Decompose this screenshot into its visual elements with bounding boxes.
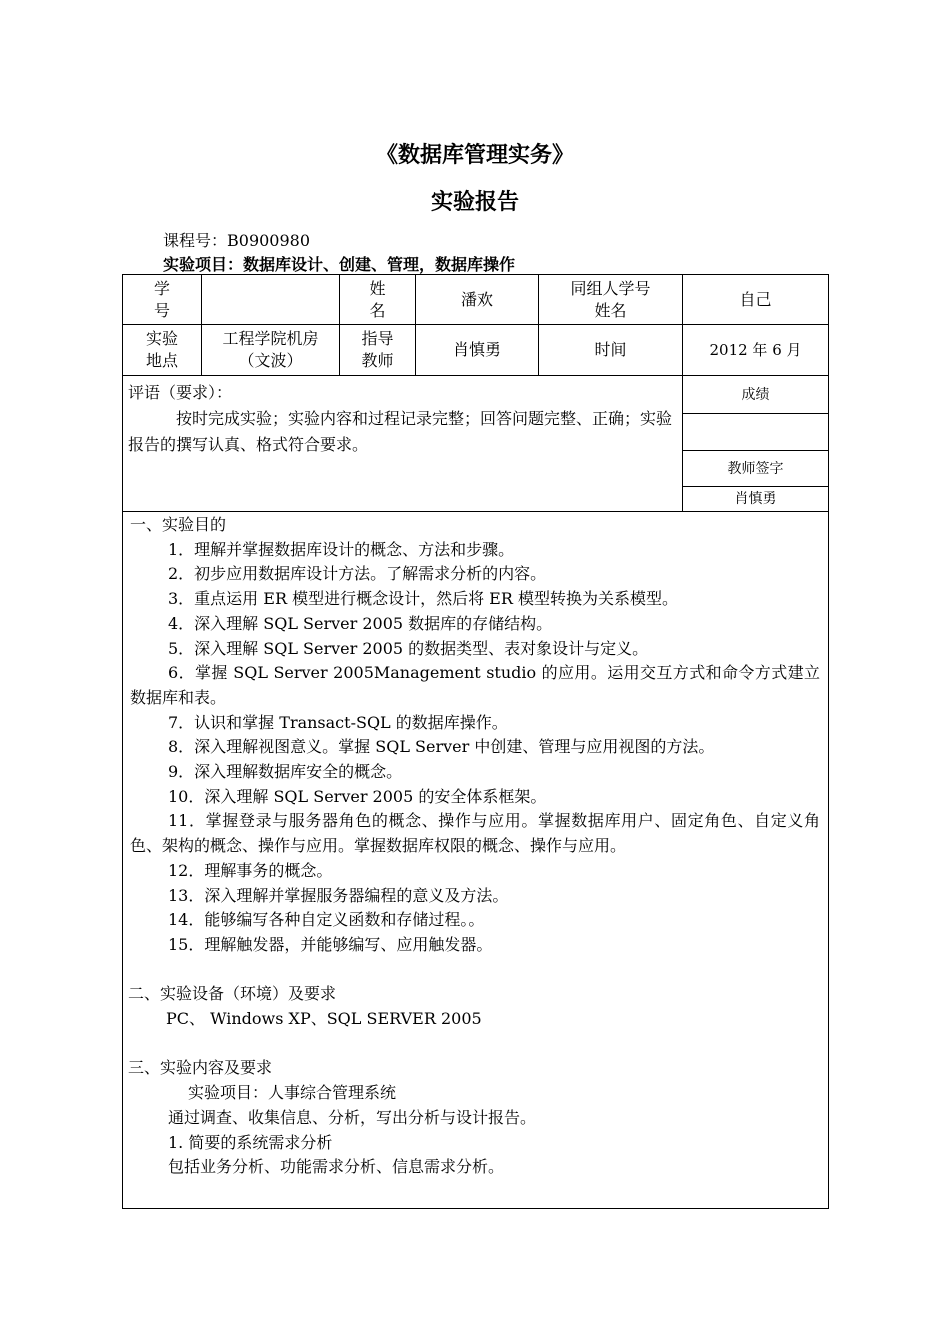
section-3-line: 通过调查、收集信息、分析，写出分析与设计报告。: [168, 1107, 537, 1127]
student-id-value: [201, 274, 340, 325]
section-3-title: 三、实验内容及要求: [128, 1058, 273, 1078]
content-body: [130, 513, 820, 1180]
time-value: 2012 年 6 月: [682, 324, 829, 376]
list-item: 11．掌握登录与服务器角色的概念、操作与应用。掌握数据库用户、固定角色、自定义角色、架构的概念、操作与应用。掌握数据库权限的概念、操作与应用。: [130, 811, 820, 856]
list-item: 15．理解触发器，并能够编写、应用触发器。: [168, 934, 493, 954]
list-item: 6．掌握 SQL Server 2005Management studio 的应用。运用交互方式和命令方式建立数据库和表。: [130, 663, 820, 707]
comment-label: 评语（要求）：: [128, 383, 233, 402]
list-item: 7．认识和掌握 Transact-SQL 的数据库操作。: [168, 712, 508, 732]
section-3-line: 1. 简要的系统需求分析: [168, 1132, 333, 1152]
section-3-line: 包括业务分析、功能需求分析、信息需求分析。: [168, 1157, 505, 1177]
name-value: 潘欢: [415, 274, 539, 325]
list-item: 9．深入理解数据库安全的概念。: [168, 762, 403, 782]
teacher-value: 肖慎勇: [415, 324, 539, 376]
list-item: 3．重点运用 ER 模型进行概念设计，然后将 ER 模型转换为关系模型。: [168, 589, 678, 609]
location-value: 工程学院机房 （文波）: [201, 324, 340, 376]
name-label: 姓 名: [339, 274, 416, 325]
group-label: 同组人学号 姓名: [538, 274, 683, 325]
list-item: 4．深入理解 SQL Server 2005 数据库的存储结构。: [168, 613, 553, 633]
list-item: 13．深入理解并掌握服务器编程的意义及方法。: [168, 885, 509, 905]
list-item: 2．初步应用数据库设计方法。了解需求分析的内容。: [168, 564, 547, 584]
time-label: 时间: [538, 324, 683, 376]
document-subtitle: 实验报告: [430, 190, 519, 215]
course-number: 课程号：B0900980: [163, 231, 311, 250]
project-name: 实验项目：数据库设计、创建、管理，数据库操作: [163, 255, 516, 274]
grade-value: [682, 413, 829, 451]
list-item: 14．能够编写各种自定义函数和存储过程。。: [168, 910, 485, 930]
signature-value: 肖慎勇: [682, 486, 829, 512]
document-title: 《数据库管理实务》: [375, 143, 574, 168]
teacher-label: 指导 教师: [339, 324, 416, 376]
section-2-text: PC、 Windows XP、SQL SERVER 2005: [166, 1009, 482, 1029]
section-1-title: 一、实验目的: [130, 515, 227, 534]
comment-text: 按时完成实验；实验内容和过程记录完整；回答问题完整、正确；实验报告的撰写认真、格式符合要求。: [128, 409, 673, 454]
list-item: 5．深入理解 SQL Server 2005 的数据类型、表对象设计与定义。: [168, 638, 649, 658]
student-id-label: 学 号: [122, 274, 202, 325]
comment-area: [128, 380, 676, 458]
grade-label: 成绩: [682, 375, 829, 414]
section-3-line: 实验项目：人事综合管理系统: [188, 1083, 397, 1103]
signature-label: 教师签字: [682, 450, 829, 487]
list-item: 10．深入理解 SQL Server 2005 的安全体系框架。: [168, 786, 547, 806]
list-item: 1．理解并掌握数据库设计的概念、方法和步骤。: [168, 539, 515, 559]
section-2-title: 二、实验设备（环境）及要求: [128, 984, 337, 1004]
list-item: 12．理解事务的概念。: [168, 860, 333, 880]
location-label: 实验 地点: [122, 324, 202, 376]
list-item: 8．深入理解视图意义。掌握 SQL Server 中创建、管理与应用视图的方法。: [168, 737, 715, 757]
group-value: 自己: [682, 274, 829, 325]
